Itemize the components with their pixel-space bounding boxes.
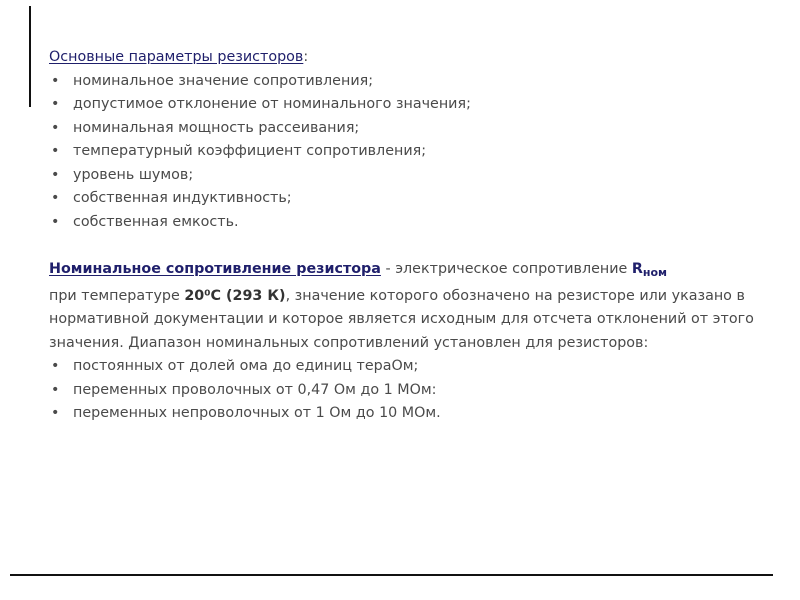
resistance-symbol: R: [631, 261, 643, 277]
vertical-rule: [29, 6, 31, 107]
resistance-subscript: ном: [642, 266, 668, 279]
list-item: • уровень шумов;: [49, 164, 784, 188]
parameters-list: [49, 70, 784, 235]
list-item: • допустимое отклонение от номинального значения;: [49, 93, 784, 117]
list-item: • номинальное значение сопротивления;: [49, 70, 784, 94]
list-item: • температурный коэффициент сопротивления;: [49, 140, 784, 164]
section1-title: Основные параметры резисторов: [49, 49, 304, 65]
list-item: • собственная емкость.: [49, 211, 784, 235]
nominal-resistance-paragraph: [49, 258, 784, 355]
list-item: • номинальная мощность рассеивания;: [49, 117, 784, 141]
list-item: • постоянных от долей ома до единиц тераОм;: [49, 355, 784, 379]
definition-text-a: - электрическое сопротивление: [380, 261, 632, 277]
resistance-range-list: [49, 355, 784, 426]
temperature-value: 20⁰C (293 К): [184, 287, 286, 304]
definition-text-c: , значение которого обозначено на резисторе или указано в нормативной документации и которое является исходным для отсчета отклонений от этого значения. Диапазон номинальных сопротивлений установлен для резисторов:: [49, 287, 754, 351]
definition-text-b: при температуре: [49, 287, 185, 304]
section1-heading: [49, 46, 784, 70]
slide-content: [49, 46, 784, 426]
bottom-rule: [10, 574, 773, 576]
list-item: • собственная индуктивность;: [49, 187, 784, 211]
section2-title: Номинальное сопротивление резистора: [49, 261, 381, 277]
list-item: • переменных проволочных от 0,47 Ом до 1 МОм:: [49, 379, 784, 403]
section1-title-colon: :: [303, 49, 309, 65]
list-item: • переменных непроволочных от 1 Ом до 10 МОм.: [49, 402, 784, 426]
